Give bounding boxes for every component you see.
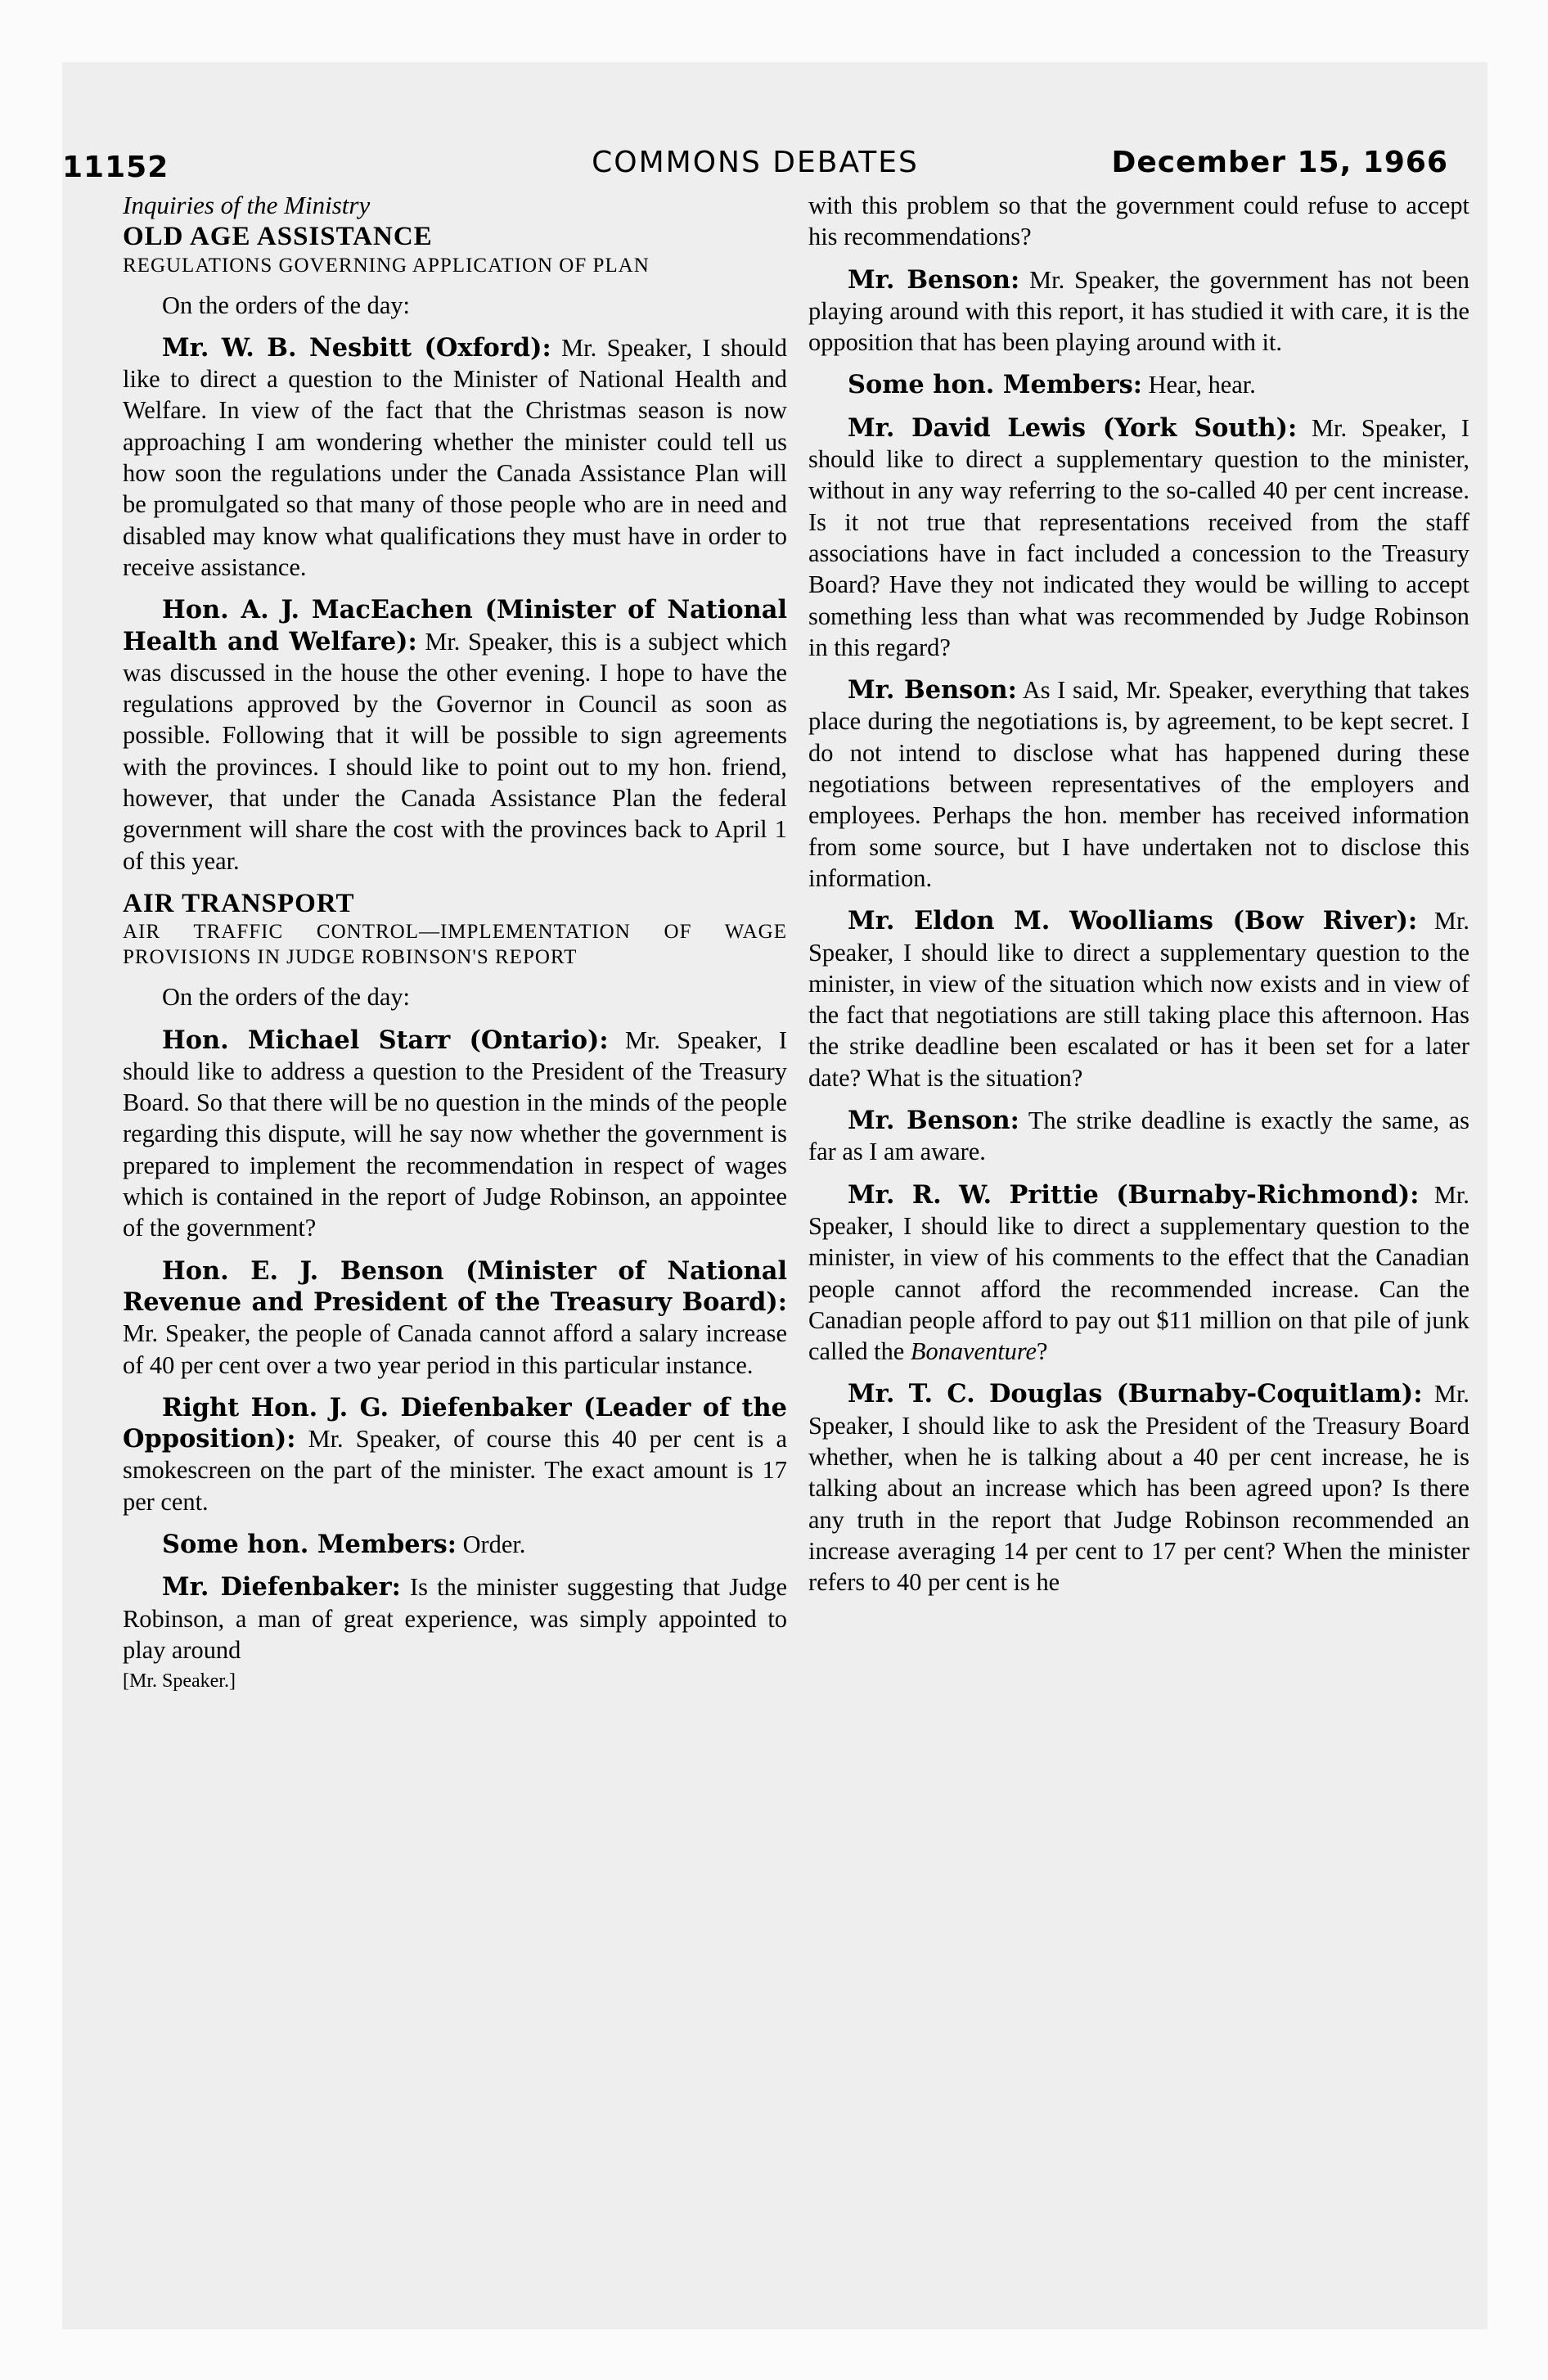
speech-text: Mr. Speaker, I should like to ask the President of the Treasury Board whether, when he is talking about a 40 per cent increase, he is talking about an increase which has been agreed upon? Is there any truth in the report that Judge Robinson recommended an increase averaging 14 per cent to 17 per cent? When the minister refers to 40 per cent is he [808,1380,1469,1597]
page-number: 11152 [62,151,169,184]
speech-paragraph [808,1179,1469,1368]
speaker-name: Hon. Michael Starr (Ontario): [162,1025,609,1055]
speaker-name: Hon. E. J. Benson (Minister of National Revenue and President of the Treasury Board): [123,1255,787,1317]
speech-paragraph [808,369,1469,400]
speech-text: Order. [462,1530,526,1558]
speech-paragraph [123,1392,787,1517]
speech-paragraph [123,1255,787,1381]
speech-text: Mr. Speaker, of course this 40 per cent is a smokescreen on the part of the minister. The exact amount is 17 per cent. [123,1425,788,1516]
speaker-name: Mr. Benson: [848,1106,1019,1136]
footnote-speaker: [Mr. Speaker.] [123,1670,236,1693]
speech-paragraph [808,264,1469,358]
speech-text: Mr. Speaker, the government has not been playing around with this report, it has studied it with care, it is the opposition that has been playing around with it. [808,265,1469,357]
speaker-name: Mr. David Lewis (York South): [848,412,1298,443]
speech-text: Hear, hear. [1148,371,1256,399]
speech-text: Mr. Speaker, I should like to direct a question to the Minister of National Health and Welfare. In view of the fact that the Christmas season is now approaching I am wondering whether the minister could tell us how soon the regulations under the Canada Assistance Plan will be promulgated so that many of those people who are in need and disabled may know what qualifications they must have in order to receive assistance. [123,333,787,581]
subheading-regulations: REGULATIONS GOVERNING APPLICATION OF PLAN [123,254,650,277]
speech-text: Mr. Speaker, the people of Canada cannot afford a salary increase of 40 per cent over a two year period in this particular instance. [123,1319,787,1379]
speech-paragraph [123,1025,787,1244]
orders-of-day: On the orders of the day: [162,291,410,319]
speaker-name: Mr. Benson: [848,264,1020,295]
speech-paragraph [123,332,787,583]
speech-paragraph [808,1378,1469,1598]
speaker-name: Mr. T. C. Douglas (Burnaby-Coquitlam): [848,1379,1423,1409]
speech-text: Mr. Speaker, I should like to direct a supplementary question to the minister, without in any way referring to the so-called 40 per cent increase. Is it not true that representations received from the staff associations have in fact included a concession to the Treasury Board? Have they not indicated they would be willing to accept something less than what was recommended by Judge Robinson in this regard? [808,413,1469,661]
speech-text: Mr. Speaker, I should like to direct a supplementary question to the minister, in view of the situation which now exists and in view of the fact that negotiations are still taking place this afternoon. Has the strike deadline been escalated or has it been set for a later date? What is the situation? [808,907,1469,1092]
speech-text: Is the minister suggesting that Judge Robinson, a man of great experience, was simply appointed to play around [123,1573,787,1664]
ship-name: Bonaventure [910,1337,1037,1366]
speaker-name: Mr. R. W. Prittie (Burnaby-Richmond): [848,1179,1420,1210]
section-kicker: Inquiries of the Ministry [123,191,371,219]
speech-paragraph [808,905,1469,1093]
page-date: December 15, 1966 [1111,146,1448,179]
orders-of-day: On the orders of the day: [162,983,410,1012]
speaker-name: Mr. Eldon M. Woolliams (Bow River): [848,906,1418,936]
speech-text: Mr. Speaker, I should like to address a question to the President of the Treasury Board. So that there will be no question in the minds of the people regarding this dispute, will he say now whether the government is prepared to implement the recommendation in respect of wages which is contained in the report of Judge Robinson, an appointee of the government? [123,1025,787,1242]
page-header [62,146,1448,195]
speech-text: The strike deadline is exactly the same, as far as I am aware. [808,1107,1469,1166]
speech-text-end: ? [1037,1337,1048,1366]
speaker-name: Mr. Benson: [848,675,1017,705]
speech-paragraph [808,412,1469,663]
speech-paragraph [123,594,787,877]
publication-title: COMMONS DEBATES [592,146,919,179]
speaker-name: Hon. A. J. MacEachen (Minister of National Health and Welfare): [123,595,787,656]
left-column [123,190,787,1697]
speech-continuation: with this problem so that the government could refuse to accept his recommendations? [808,192,1469,251]
section-heading-old-age-assistance: OLD AGE ASSISTANCE [123,222,433,252]
speech-paragraph [123,1571,787,1666]
speech-paragraph [808,674,1469,894]
section-heading-air-transport: AIR TRANSPORT [123,888,355,918]
subheading-air-traffic-control: AIR TRAFFIC CONTROL—IMPLEMENTATION OF WAGE PROVISIONS IN JUDGE ROBINSON'S REPORT [123,921,787,969]
speaker-name: Right Hon. J. G. Diefenbaker (Leader of the Opposition): [123,1392,787,1454]
right-column [808,190,1469,1598]
speech-text: As I said, Mr. Speaker, everything that takes place during the negotiations is, by agreement, to be kept secret. I do not intend to disclose what has happened during these negotiations between representatives of the employers and employees. Perhaps the hon. member has received information from some source, but I have undertaken not to disclose this information. [808,676,1470,892]
speaker-name: Some hon. Members: [162,1529,457,1559]
speaker-name: Mr. W. B. Nesbitt (Oxford): [162,332,551,363]
speech-text: Mr. Speaker, this is a subject which was discussed in the house the other evening. I hope to have the regulations approved by the Governor in Council as soon as possible. Following that it will be possible to sign agreements with the provinces. I should like to point out to my hon. friend, however, that under the Canada Assistance Plan the federal government will share the cost with the provinces back to April 1 of this year. [123,627,788,875]
speaker-name: Mr. Diefenbaker: [162,1572,401,1602]
speech-text: Mr. Speaker, I should like to direct a supplementary question to the minister, in view of his comments to the effect that the Canadian people cannot afford the recommended increase. Can the Canadian people afford to pay out $11 million on that pile of junk called the [808,1180,1469,1366]
speech-paragraph [808,1105,1469,1168]
speaker-name: Some hon. Members: [848,370,1142,400]
speech-paragraph [123,1529,787,1560]
